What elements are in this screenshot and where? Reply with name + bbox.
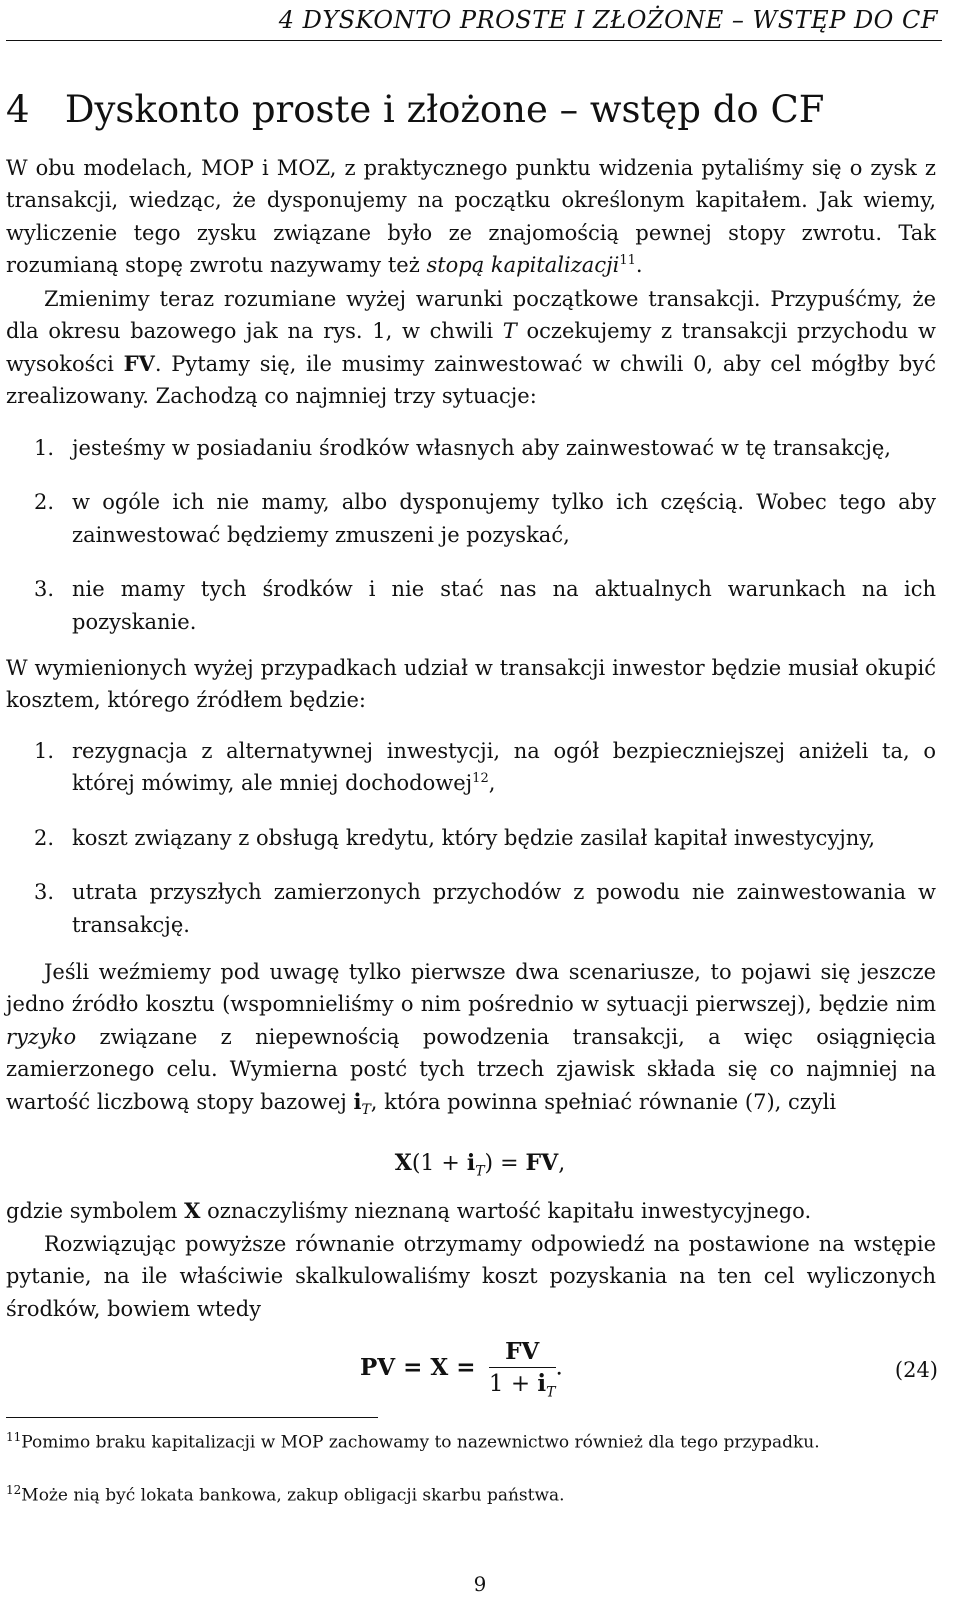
- paragraph-3: W wymienionych wyżej przypadkach udział w transakcji inwestor będzie musiał okupić kosztem, którego źródłem będzie:: [6, 656, 936, 713]
- costs-list: [6, 735, 936, 941]
- paragraph-6: Rozwiązując powyższe równanie otrzymamy odpowiedź na postawione na wstępie pytanie, na ile właściwie skalkulowaliśmy koszt pozyskania na ten cel wyliczonych środków, bowiem wtedy: [6, 1232, 936, 1321]
- term-stopa-kapitalizacji: stopą kapitalizacji: [426, 253, 620, 278]
- symbol-X: X: [184, 1198, 201, 1223]
- paragraph-5: gdzie symbolem X oznaczyliśmy nieznaną wartość kapitału inwestycyjnego.: [6, 1198, 812, 1223]
- list-item: 1. jesteśmy w posiadaniu środków własnych aby zainwestować w tę transakcję,: [34, 436, 891, 460]
- list-item: 1. rezygnacja z alternatywnej inwestycji, na ogół bezpieczniejszej aniżeli ta, o której mówimy, ale mniej dochodowej$^{12}$,: [34, 739, 936, 796]
- section-title: [6, 88, 824, 131]
- situations-list: [6, 432, 936, 638]
- equation-x-fv: $X(1 + i_T)$ = FV,: [394, 1150, 566, 1180]
- footnote-ref-11: 11: [619, 253, 636, 269]
- fraction-numerator: FV: [489, 1338, 556, 1368]
- equation-lhs: PV = X =: [360, 1354, 476, 1381]
- paragraph-1: W obu modelach, MOP i MOZ, z praktycznego punktu widzenia pytaliśmy się o zysk z transakcji, wiedząc, że dysponujemy na początku określonym kapitałem. Jak wiemy, wyliczenie tego zysku związane było ze znajomością pewnej stopy zwrotu. Tak rozumianą stopę zwrotu nazywamy też stopą kapitalizacji$^{11}$.: [6, 156, 936, 278]
- footnote-11: $^{11}$Pomimo braku kapitalizacji w MOP zachowamy to nazewnictwo również dla tego przypadku.: [6, 1430, 820, 1453]
- list-item: 3. utrata przyszłych zamierzonych przychodów z powodu nie zainwestowania w transakcję.: [34, 880, 936, 937]
- fraction: [488, 1338, 556, 1401]
- equation-number: (24): [894, 1358, 938, 1382]
- symbol-i: i: [353, 1088, 362, 1114]
- list-item: 3. nie mamy tych środków i nie stać nas na aktualnych warunkach na ich pozyskanie.: [34, 577, 936, 634]
- page-number: 9: [473, 1572, 487, 1596]
- footnote-rule: [6, 1417, 378, 1418]
- section-title-text: Dyskonto proste i złożone – wstęp do CF: [64, 88, 825, 131]
- symbol-T: T: [502, 319, 517, 344]
- footnote-12: $^{12}$Może nią być lokata bankowa, zakup obligacji skarbu państwa.: [6, 1483, 565, 1506]
- list-item: 2. koszt związany z obsługą kredytu, który będzie zasilał kapitał inwestycyjny,: [34, 825, 875, 850]
- footnote-ref-12: 12: [472, 771, 489, 787]
- running-head: 4 DYSKONTO PROSTE I ZŁOŻONE – WSTĘP DO CF: [278, 6, 938, 34]
- section-number: 4: [6, 88, 30, 131]
- paragraph-2: Zmienimy teraz rozumiane wyżej warunki początkowe transakcji. Przypuśćmy, że dla okresu bazowego jak na rys. 1, w chwili T oczekujemy z transakcji przychodu w wysokości FV. Pytamy się, ile musimy zainwestować w chwili 0, aby cel mógłby być zrealizowany. Zachodzą co najmniej trzy sytuacje:: [6, 287, 936, 409]
- list-item: 2. w ogóle ich nie mamy, albo dysponujemy tylko ich częścią. Wobec tego aby zainwestować będziemy zmuszeni je pozyskać,: [34, 490, 936, 547]
- fraction-denominator: $1 + i_T$: [488, 1370, 556, 1401]
- equation-24: PV = X = $\frac{FV}{1 + i_T}$ .: [360, 1338, 563, 1401]
- paragraph-4: Jeśli weźmiemy pod uwagę tylko pierwsze dwa scenariusze, to pojawi się jeszcze jedno źródło kosztu (wspomnieliśmy o nim pośrednio w sytuacji pierwszej), będzie nim ryzyko związane z niepewnością powodzenia transakcji, a więc osiągnięcia zamierzonego celu. Wymierna postć tych trzech zjawisk składa się co najmniej na wartość liczbową stopy bazowej $i_T$, która powinna spełniać równanie (7), czyli: [6, 960, 936, 1118]
- header-rule: [6, 40, 942, 41]
- symbol-FV: FV: [123, 350, 155, 376]
- term-ryzyko: ryzyko: [6, 1024, 77, 1049]
